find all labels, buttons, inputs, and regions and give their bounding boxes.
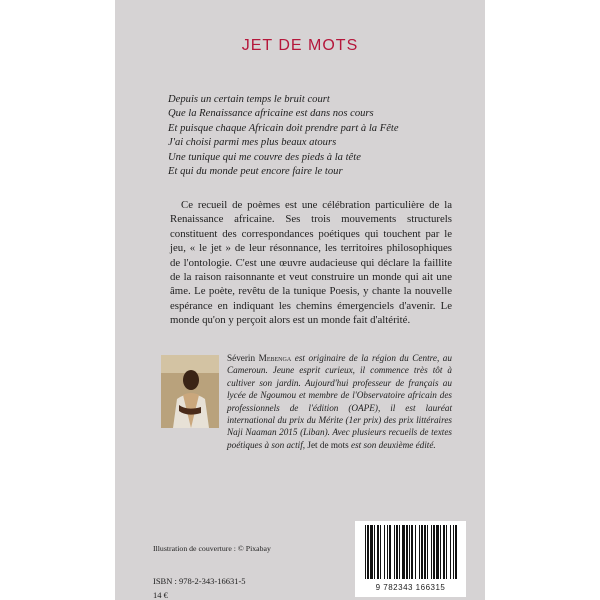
poem-line: Une tunique qui me couvre des pieds à la tête (168, 151, 361, 163)
poem-line: Et qui du monde peut encore faire le tour (168, 166, 343, 178)
author-last-name: Mebenga (258, 353, 292, 363)
author-bio-text: est originaire de la région du Centre, au Cameroun. Jeune esprit curieux, il commence très tôt à cultiver son jardin. Aujourd'hui professeur de français au lycée de Ngoumou et membre de l'Observatoire africain des professionnels de l'édition (OAPE), il est lauréat international du prix du Mérite (1er prix) des prix littéraires Naji Naaman 2015 (Liban). Avec plusieurs recueils de textes poétiques à son actif, (227, 353, 452, 450)
author-first-name: Séverin (227, 353, 256, 363)
price: 14 € (153, 590, 168, 600)
poem-line: Et puisque chaque Africain doit prendre part à la Fête (168, 122, 399, 134)
poem-excerpt (168, 93, 478, 179)
poem-line: Que la Renaissance africaine est dans nos cours (168, 108, 374, 120)
book-title: JET DE MOTS (241, 37, 359, 54)
author-portrait-icon (161, 355, 219, 428)
barcode (355, 521, 466, 597)
book-description (170, 198, 452, 328)
barcode-digits: 9 782343 166315 (375, 583, 446, 592)
book-back-cover (115, 0, 485, 600)
bio-book-title: Jet de mots (307, 439, 349, 450)
isbn: ISBN : 978-2-343-16631-5 (153, 576, 246, 586)
poem-line: J'ai choisi parmi mes plus beaux atours (168, 137, 337, 149)
author-bio (227, 352, 452, 451)
cover-credit: Illustration de couverture : © Pixabay (153, 544, 271, 553)
author-bio-ending: est son deuxième édité. (348, 439, 436, 450)
barcode-icon (355, 521, 466, 583)
description-paragraph: Ce recueil de poèmes est une célébration particulière de la Renaissance africaine. Ses trois mouvements structurels constituent des correspondances poétiques qui touchent par le jeu, « le jet » de leur résonnance, les territoires philosophiques de l'ontologie. C'est une œuvre audacieuse qui déclare la faillite de la raison raisonnante et veut construire un monde qui ait une âme. Le poète, revêtu de la tunique Poesis, y chante la nouvelle espérance en indiquant les chemins émergenciels d'avenir. Le monde qu'on y perçoit alors est un monde fait d'altérité. (170, 199, 452, 327)
author-photo (161, 355, 219, 428)
poem-line: Depuis un certain temps le bruit court (168, 94, 330, 105)
